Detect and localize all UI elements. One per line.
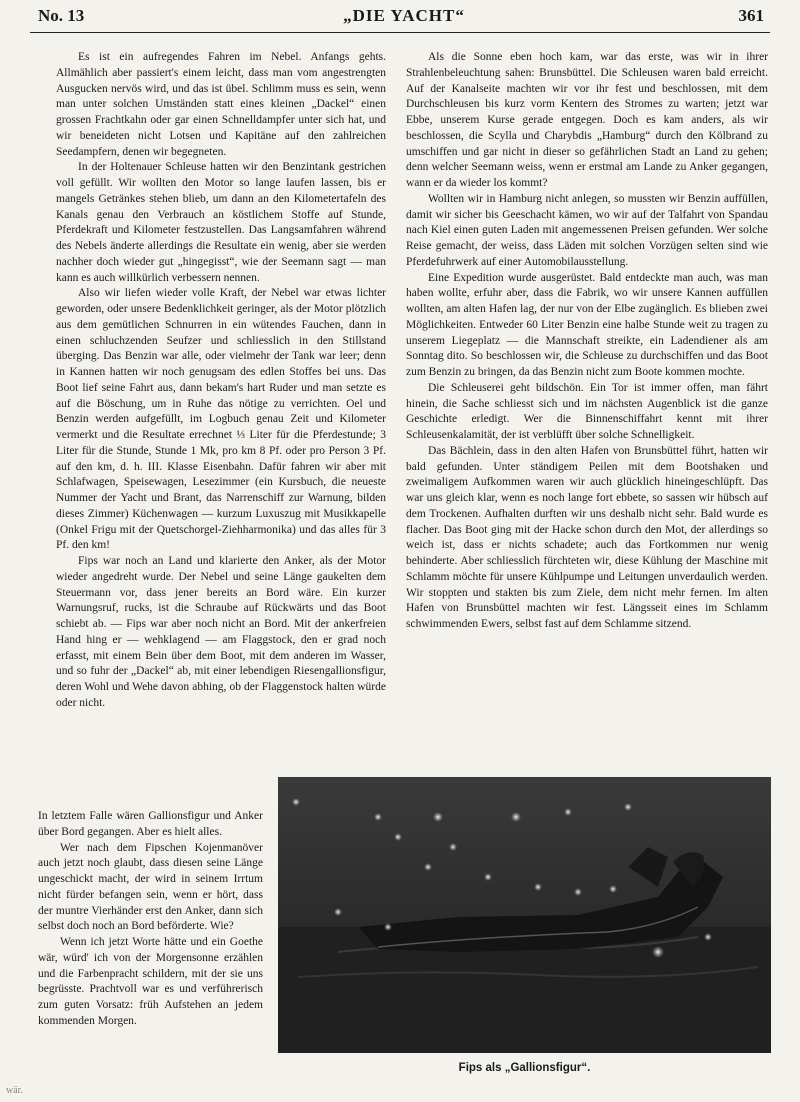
issue-number: No. 13 (38, 6, 85, 25)
right-column (406, 50, 768, 633)
boat-photo (278, 777, 771, 1053)
paragraph: Fips war noch an Land und klarierte den Anker, als der Motor wieder angedreht wurde. Der Nebel und seine Länge gaukelten dem Steuermann vor, dass jener bereits an Bord wäre. Ein kurzer Warnungsruf, rucks, ist die Schraube auf Rückwärts und das Boot schiebt ab. — Fips war aber noch nicht an Bord. Mit der ankerfreien Hand hing er — wehklagend — am Flaggstock, den er grad noch erfasst, mit einem Bein über dem Boot, mit dem anderen im Wasser, und so fuhr der „Dackel“ ab, mit einer lebendigen Riesengallionsfigur, deren Wohl und Wehe davon abhing, ob der Flaggenstock halten würde oder nicht. (56, 555, 386, 709)
paragraph: Es ist ein aufregendes Fahren im Nebel. Anfangs gehts. Allmählich aber passiert's einem leicht, dass man vom angestrengten Ausgucken nervös wird, und das ist übel. Schlimm muss es sein, wenn man unter solchen Umständen statt eines kleinen „Dackel“ einen grossen Frachtkahn oder gar einen Schnelldampfer unter sich hat, und wir beneideten nicht Lotsen und Kapitäne auf den zahlreichen Seedampfern, denen wir begegneten. (56, 51, 386, 158)
paragraph: In letztem Falle wären Gallionsfigur und Anker über Bord gegangen. Aber es hielt alles. (38, 810, 263, 838)
photo-caption: Fips als „Gallionsfigur“. (458, 1062, 591, 1074)
page-number: 361 (738, 6, 764, 25)
journal-title: „DIE YACHT“ (343, 6, 465, 25)
paragraph: Also wir liefen wieder volle Kraft, der Nebel war etwas lichter geworden, oder unsere Bedenklichkeit geringer, als der Motor plötzlich aus dem gemütlichen Schnurren in ein wütendes Fauchen, dann in einen schluchzenden Seufzer und schliesslich in den Stillstand überging. Das Benzin war alle, oder vielmehr der Tank war leer; denn in Kannen hatten wir noch genugsam des edlen Stoffes bei uns. Das Boot lief seine Fahrt aus, dann bekam's hart Ruder und man setzte es auf die Böschung, um in Ruhe das nötige zu verrichten. Oel und Benzin werden aufgefüllt, im Logbuch genau Zeit und Kilometer vermerkt und die Resultate errechnet ⅓ Liter für die Pferdestunde; 3 Liter für die Stunde, Stunde 1 Mk, pro km 8 Pf. oder pro Person 3 Pf. auf den km, d. h. III. Klasse Eisenbahn. Dafür fahren wir aber mit Schlafwagen, Speisewagen, Lesezimmer (ein Kursbuch, die neueste Nummer der Yacht und Brant, das Narrenschiff zur Warnung, bilden dieses Zimmer) Küchenwagen — kurzum Luxuszug mit Musikkapelle (Onkel Frigu mit der Quetschorgel-Ziehharmonika) und das alles für 3 Pf. den km! (56, 287, 386, 552)
paragraph: Wollten wir in Hamburg nicht anlegen, so mussten wir Benzin auffüllen, damit wir sicher bis Geeschacht kämen, wo wir auf der Talfahrt von Spandau nach Kiel einen guten Laden mit angemessenen Preisen gefunden. Wer solche Reise gemacht, der weiss, dass Läden mit solchen Vorzügen selten sind wie Pferdefuhrwerk auf einer Automobilausstellung. (406, 192, 768, 268)
corner-text: wär. (6, 1085, 23, 1096)
paragraph: Als die Sonne eben hoch kam, war das erste, was wir in ihrer Strahlenbeleuchtung sahen: Brunsbüttel. Die Schleusen waren bald erreicht. Auf der Kanalseite machten wir vor ihr fest und beschlossen, mit dem Durchschleusen bis kurz vorm Kentern des Stromes zu warten; jetzt war Ebbe, unserem Kurse gerade entgegen. Doch es kam anders, als wir beschlossen, die Scylla und Charybdis „Hamburg“ durch den Kölbrand zu umschiffen und gar nicht in dieser so gefährlichen Stadt an Land zu gehen; denn welcher Seemann weiss, wenn er erstmal am Lande zu Anker gegangen, wann er da wieder los kommt? (406, 51, 768, 189)
paragraph: Das Bächlein, dass in den alten Hafen von Brunsbüttel führt, hatten wir bald gefunden. Unter ständigem Peilen mit dem Bootshaken und zweimaligem Aufkommen waren wir auch glücklich hineingeschlüpft. Das war uns gleich klar, wenn es noch lange fort ebbete, so sassen wir hübsch auf dem Trockenen. Aufhalten durften wir uns deshalb nicht sehr. Bald wurde es flacher. Das Boot ging mit der Hacke schon durch den Mot, der allerdings so weich ist, dass er nichts schadete; auch das Fortkommen nur wenig behinderte. Aber schliesslich fürchteten wir, diese Kühlung der Maschine mit Schlamm möchte für unsere Kühlpumpe und Leitungen unverdaulich werden. Wir stoppten und stakten bis zum Ziele, dem nicht mehr fernen. Im alten Hafen von Brunsbüttel machten wir fest. Längsseit eines im Schlamm schwimmenden Ewers, selbst fast auf dem Schlamme sitzend. (406, 444, 768, 630)
left-column (56, 50, 386, 712)
paragraph: Eine Expedition wurde ausgerüstet. Bald entdeckte man auch, was man haben wollte, erfuhr aber, dass die Fabrik, wo wir unsere Kannen auffüllen wollten, am alten Hafen lag, der nur von der Elbe zugänglich. Es blieben zwei Möglichkeiten. Entweder 60 Liter Benzin eine halbe Stunde weit zu tragen zu unserem Liegeplatz — die Mannschaft streikte, ein Ladendiener als am Sonntag dito. So beschlossen wir, die Schleuse zu durchschiffen und das Boot zum Benzin zu bringen, da das Benzin nicht zum Boote kommen mochte. (406, 271, 768, 378)
left-column-narrow (38, 809, 263, 1030)
paragraph: In der Holtenauer Schleuse hatten wir den Benzintank gestrichen voll gefüllt. Wir wollten den Motor so lange laufen lassen, bis er mangels Getränkes stehen blieb, um dann an den Kilometertafeln des Kanals genau den Verbrauch an köstlichem Stoffe auf Stunde, Pferdekraft und Kilometer festzustellen. Das Langsamfahren während des Nebels änderte allerdings die Resultate ein wenig, aber sie werden nachher doch wieder gut „hingegisst“, wie der Seemann sagt — man kann es auch willkürlich verbessern nennen. (56, 161, 386, 284)
paragraph: Die Schleuserei geht bildschön. Ein Tor ist immer offen, man fährt hinein, die Sache schliesst sich und im nächsten Augenblick ist die ganze Geschichte erledigt. Wer die Binnenschiffahrt kennt mit ihrer Schleusenkalamität, der ist verblüfft über solche Schnelligkeit. (406, 381, 768, 441)
paragraph: Wenn ich jetzt Worte hätte und ein Goethe wär, würd' ich von der Morgensonne erzählen und die Farbenpracht schildern, mit der sie uns begrüsste. Prachtvoll war es und verführerisch zum guten Vorsatz: früh Aufstehen an jedem kommenden Morgen. (38, 936, 263, 1027)
paragraph: Wer nach dem Fipschen Kojenmanöver auch jetzt noch glaubt, dass diesen seine Länge ungeschickt macht, der wird in seinem Irrtum nicht fürder befangen sein, wenn er hört, dass der muntre Vierhänder erst den Anker, dann sich selbst doch noch an Bord beförderte. Wie? (38, 841, 263, 933)
header-rule (30, 32, 770, 33)
page-header (38, 6, 770, 34)
